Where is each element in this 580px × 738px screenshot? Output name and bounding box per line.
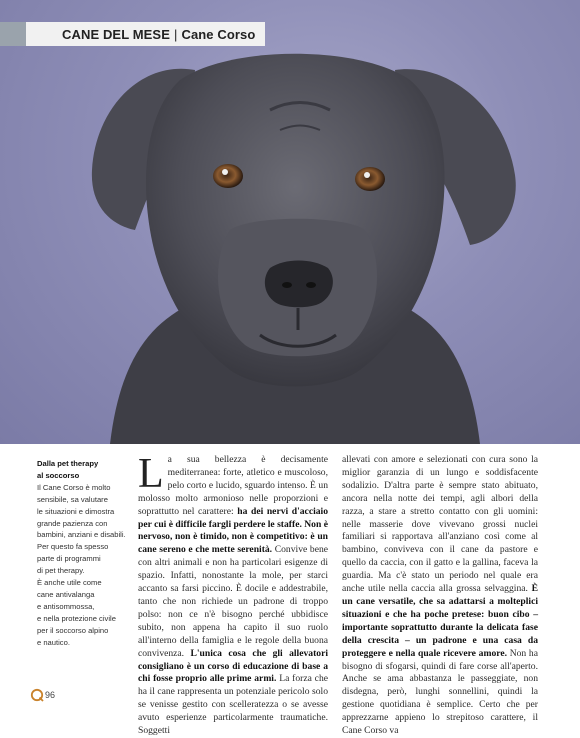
section-header-tag (0, 22, 265, 46)
magazine-logo-icon (30, 688, 44, 702)
article-column-1 (138, 451, 329, 738)
article-bold-run: È un cane versatile, che sa adattarsi a molteplici situazioni e che ha poche pretese: buon cibo – importante soprattutto durante la delicata fase della crescita – un padrone e una casa da proteggere e nella quale ricevere amore. (342, 583, 538, 659)
article-bold-run: L'unica cosa che gli allevatori consigliano è un corso di educazione di base a chi fosse proprio alle prime armi. (138, 647, 328, 685)
sidebar-line: parte di programmi (37, 554, 101, 564)
article-column-2 (342, 454, 538, 738)
article-paragraph-1 (138, 451, 329, 738)
dropcap: L (138, 451, 164, 497)
breed-label: Cane Corso (181, 26, 256, 42)
sidebar-line: di pet therapy. (37, 566, 85, 576)
sidebar-line: cane antivalanga (37, 589, 95, 599)
sidebar-line: per il soccorso alpino (37, 625, 109, 635)
sidebar-box (37, 458, 129, 649)
sidebar-line: e antisommossa, (37, 601, 95, 611)
sidebar-line: le situazioni e dimostra (37, 506, 115, 516)
sidebar-line: grande pazienza con (37, 518, 108, 528)
sidebar-title-line2: al soccorso (37, 470, 80, 480)
article-text-run: La forza che ha il cane rappresenta un potenziale pericolo solo se venisse gestito con scelleratezza o se avesse avuto esperienze particolarmente traumatiche. Soggetti (138, 673, 328, 737)
sidebar-line: e nella protezione civile (37, 613, 116, 623)
sidebar-title-line1: Dalla pet therapy (37, 459, 99, 468)
section-label: CANE DEL MESE (62, 26, 170, 42)
article-bold-run: ha dei nervi d'acciaio per cui è difficile fargli perdere le staffe. Non è nervoso, non è timido, non è competitivo: è un cane sereno e che mette serenità. (138, 505, 328, 556)
article-text-run: Convive bene con altri animali e non ha particolari esigenze di spazio. Infatti, nonostante la mole, per starci accanto sa farsi piccino. È docile e addestrabile, tanto che non richiede un padrone di troppo polso: non ce n'è bisogno perché ubbidisce subito, non appena ha capito il suo ruolo all'interno della famiglia e le regole della buona convivenza. (138, 544, 329, 659)
sidebar-line: Per questo fa spesso (37, 542, 109, 552)
sidebar-body (37, 482, 129, 649)
sidebar-line: È anche utile come (37, 578, 102, 588)
page-number: 96 (45, 690, 56, 700)
header-separator: | (173, 26, 178, 42)
sidebar-line: e nautico. (37, 637, 70, 647)
sidebar-line: Il Cane Corso è molto (37, 482, 111, 492)
article-text-run: allevati con amore e selezionati con cura sono la miglior garanzia di un lungo e soddisfacente sodalizio. D'altra parte è sempre stato abituato, ancora nella notte dei tempi, agli albori della razza, a stare a stretto contatto con gli uomini: nelle masserie dove vivevano grossi nuclei familiari si rapportava all'anziano così come al bambino, conviveva con il cane da pastore e quello da caccia, con il gatto e la gallina, faceva la guardia. Ma c'è stato un periodo nel quale era anche utile nella caccia alla grossa selvaggina. (342, 454, 538, 595)
article-text-run: a sua bellezza è decisamente mediterranea: forte, atletico e muscoloso, pelo corto e lucido, sguardo intenso. È un molosso molto armonioso nelle proporzioni e soprattutto nel carattere: (138, 454, 328, 517)
page-footer (30, 688, 55, 702)
article-paragraph-2 (342, 454, 538, 738)
sidebar-line: bambini, anziani e disabili. (37, 530, 126, 540)
sidebar-line: sensibile, sa valutare (37, 494, 108, 504)
article-text-run: Non ha bisogno di sfogarsi, quindi di fare corse all'aperto. Anche se ama abbastanza le passeggiate, non disdegna, però, lunghi sonnellini, quindi la gestione quotidiana è semplice. Certo che per apprezzarne appieno lo strepitoso carattere, il Cane Corso va (342, 647, 538, 737)
